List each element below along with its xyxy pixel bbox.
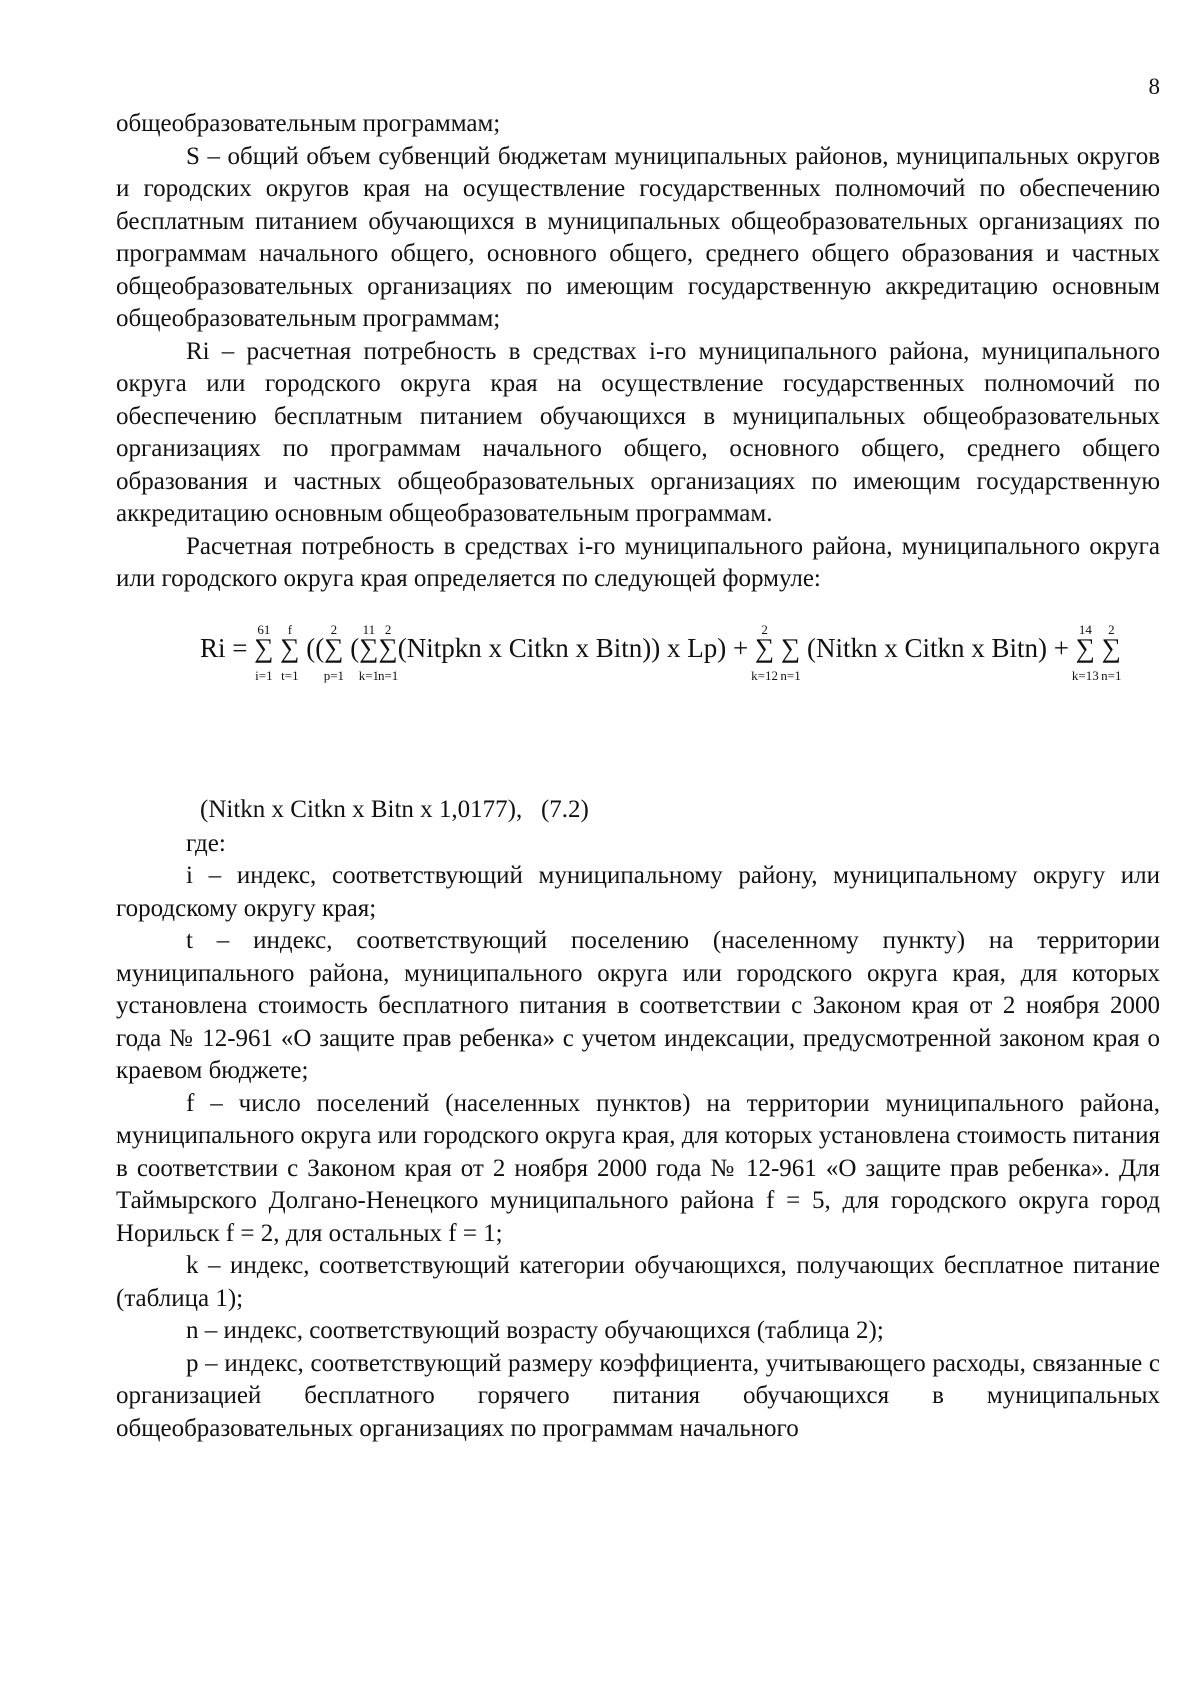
sum-symbol: ∑ n=1	[780, 632, 801, 683]
definition-k: k – индекс, соответствующий категории обучающихся, получающих бесплатное питание (таблица 1);	[116, 1252, 1160, 1312]
definition-p: p – индекс, соответствующий размеру коэффициента, учитывающего расходы, связанные с организацией бесплатного горячего питания обучающихся в муниципальных общеобразовательных организациях по программам начального	[116, 1349, 1160, 1442]
definition-n: n – индекс, соответствующий возрасту обучающихся (таблица 2);	[186, 1317, 884, 1344]
formula-term-1: (Nitpkn x Citkn x Bitn)) x Lp) +	[397, 632, 749, 663]
formula-line: Ri = ∑ 61 i=1 ∑ f t=1 ((∑ 2 p=1 (∑ 11 k=1 ∑ 2 n=1 (Nitpkn x Citkn x Bitn)) x Lp) + ∑ 2 k=12 ∑ n=1 (Nitkn x Citkn x Bitn) + ∑ 14 k=13 ∑ 2 n=1	[200, 621, 1122, 683]
sum-symbol: ∑ f t=1	[280, 621, 300, 683]
formula-term-2: (Nitkn x Citkn x Bitn) +	[806, 632, 1069, 663]
paragraph: S – общий объем субвенций бюджетам муниципальных районов, муниципальных округов и городских округов края на осуществление государственных полномочий по обеспечению бесплатным питанием обучающихся в муниципальных общеобразовательных организациях по программам начального общего, основного общего, среднего общего образования и частных общеобразовательных организациях по имеющим государственную аккредитацию основным общеобразовательным программам;	[116, 142, 1160, 332]
sum-symbol: ∑ 14 k=13	[1071, 621, 1099, 683]
document-body	[116, 108, 1160, 1445]
sum-symbol: ∑ 2 p=1	[323, 621, 345, 683]
paragraph: Расчетная потребность в средствах i-го муниципального района, муниципального округа или городского округа края определяется по следующей формуле:	[116, 532, 1160, 592]
sum-symbol: ∑ 61 i=1	[254, 621, 274, 683]
formula-7-2	[116, 621, 1160, 722]
formula-continuation: (Nitkn x Citkn x Bitn x 1,0177), (7.2)	[200, 795, 589, 823]
page-number: 8	[1148, 74, 1160, 99]
formula-lhs: Ri =	[200, 632, 248, 663]
definition-t: t – индекс, соответствующий поселению (населенному пункту) на территории муниципального района, муниципального округа или городского округа края, для которых установлена стоимость бесплатного питания в соответствии с Законом края от 2 ноября 2000 года № 12-961 «О защите прав ребенка» с учетом индексации, предусмотренной законом края о краевом бюджете;	[116, 927, 1160, 1084]
formula-number: (7.2)	[540, 795, 589, 823]
sum-symbol: ∑ 2 k=12	[751, 621, 778, 683]
sum-symbol: ∑ 11 k=1	[358, 621, 380, 683]
definition-i: i – индекс, соответствующий муниципальному району, муниципальному округу или городскому округу края;	[116, 862, 1160, 922]
paragraph: Ri – расчетная потребность в средствах i-го муниципального района, муниципального округа или городского округа края на осуществление государственных полномочий по обеспечению бесплатным питанием обучающихся в муниципальных общеобразовательных организациях по программам начального общего, основного общего, среднего общего образования и частных общеобразовательных организациях по имеющим государственную аккредитацию основным общеобразовательным программам.	[116, 337, 1160, 527]
sum-symbol: ∑ 2 n=1	[377, 621, 399, 683]
paragraph: общеобразовательным программам;	[116, 110, 501, 137]
definition-f: f – число поселений (населенных пунктов) на территории муниципального района, муниципального округа или городского округа края, для которых установлена стоимость питания в соответствии с Законом края от 2 ноября 2000 года № 12-961 «О защите прав ребенка». Для Таймырского Долгано-Ненецкого муниципального района f = 5, для городского округа город Норильск f = 2, для остальных f = 1;	[116, 1089, 1160, 1247]
sum-symbol: ∑ 2 n=1	[1101, 621, 1122, 683]
where-label: где:	[186, 829, 226, 857]
